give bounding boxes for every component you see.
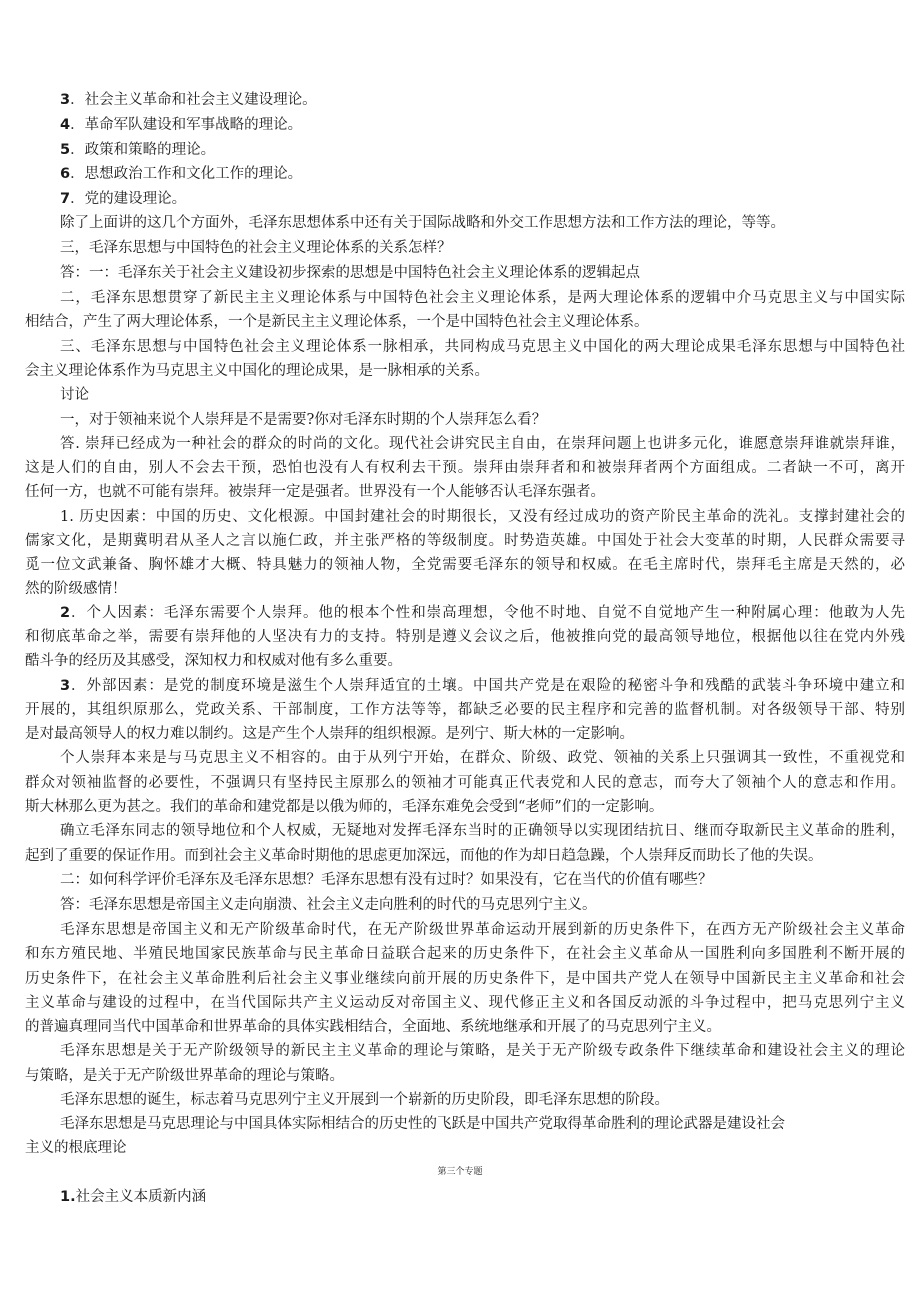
paragraph-line: 个人崇拜本来是与马克思主义不相容的。由于从列宁开始，在群众、阶级、政党、领袖的关系上只强调其一致性，不重视党和 (60, 750, 905, 766)
list-item-7 (60, 189, 186, 209)
list-number: 3 (60, 678, 71, 694)
paragraph-line: 毛泽东思想是帝国主义和无产阶级革命时代，在无产阶级世界革命运动开展到新的历史条件下，在西方无产阶级社会主义革命 (60, 922, 905, 938)
list-item-5 (60, 140, 215, 160)
paragraph-line: 与策略，是关于无产阶级世界革命的理论与策略。 (25, 1068, 344, 1084)
paragraph-line: 毛泽东思想是马克思理论与中国具体实际相结合的历史性的飞跃是中国共产党取得革命胜利的理论武器是建设社会 (60, 1116, 785, 1132)
paragraph-line: 斯大林那么更为甚之。我们的革命和建党都是以俄为师的，毛泽东难免会受到“老师”们的一定影响。 (25, 799, 664, 815)
list-item-6 (60, 164, 302, 184)
list-text: ．社会主义革命和社会主义建设理论。 (70, 92, 317, 108)
paragraph-line: 这是人们的自由，别人不会去干预，恐怕也没有人有权利去干预。崇拜由崇拜者和和被崇拜者两个方面组成。二者缺一不可，离开 (25, 460, 905, 476)
paragraph-line: 是对最高领导人的权力难以制约。这是产生个人崇拜的组织根源。是列宁、斯大林的一定影响。 (25, 726, 634, 742)
section-title: 第三个专题 (437, 1167, 483, 1177)
paragraph-line: 群众对领袖监督的必要性，不强调只有坚持民主原那么的领袖才可能真正代表党和人民的意志，而夸大了领袖个人的意志和作用。 (25, 775, 905, 791)
paragraph-line: 除了上面讲的这几个方面外，毛泽东思想体系中还有关于国际战略和外交工作思想方法和工作方法的理论，等等。 (60, 215, 785, 231)
final-item (60, 1187, 206, 1207)
list-text: ．个人因素：毛泽东需要个人崇拜。他的根本个性和崇高理想，令他不时地、自觉不自觉地产生一种附属心理：他敢为人先 (70, 605, 905, 621)
paragraph-line: 和东方殖民地、半殖民地国家民族革命与民主革命日益联合起来的历史条件下，在社会主义革命从一国胜利向多国胜利不断开展的 (25, 946, 905, 962)
list-number: 3 (60, 92, 71, 108)
list-text: 社会主义本质新内涵 (75, 1189, 207, 1205)
paragraph-line: 任何一方，也就不可能有崇拜。被崇拜一定是强者。世界没有一个人能够否认毛泽东强者。 (25, 484, 605, 500)
list-item-2 (60, 603, 905, 623)
paragraph-line: 和彻底革命之举，需要有崇拜他的人坚决有力的支持。特别是遵义会议之后，他被推向党的最高领导地位，根据他以往在党内外残 (25, 629, 905, 645)
paragraph-line: 会主义理论体系作为马克思主义中国化的理论成果，是一脉相承的关系。 (25, 363, 489, 379)
paragraph-line: 的普遍真理同当代中国革命和世界革命的具体实践相结合，全面地、系统地继承和开展了的马克思列宁主义。 (25, 1019, 721, 1035)
list-number: 4 (60, 117, 71, 133)
list-number: 6 (60, 166, 71, 182)
list-number: 2 (60, 605, 71, 621)
list-text: ．外部因素：是党的制度环境是滋生个人崇拜适宜的土壤。中国共产党是在艰险的秘密斗争和残酷的武装斗争环境中建立和 (70, 678, 905, 694)
list-item-4 (60, 115, 302, 135)
list-text: ．政策和策略的理论。 (70, 142, 216, 158)
paragraph-line: 毛泽东思想的诞生，标志着马克思列宁主义开展到一个崭新的历史阶段，即毛泽东思想的阶段。 (60, 1092, 669, 1108)
paragraph-line: 三、毛泽东思想与中国特色社会主义理论体系一脉相承，共同构成马克思主义中国化的两大理论成果毛泽东思想与中国特色社 (60, 339, 905, 355)
list-item-3b (60, 676, 905, 696)
question-heading: 三，毛泽东思想与中国特色的社会主义理论体系的关系怎样？ (60, 240, 452, 256)
section-heading: 讨论 (60, 387, 89, 403)
list-item-3 (60, 90, 317, 110)
list-text: ．革命军队建设和军事战略的理论。 (70, 117, 303, 133)
paragraph-line: 答：一：毛泽东关于社会主义建设初步探索的思想是中国特色社会主义理论体系的逻辑起点 (60, 265, 640, 281)
paragraph-line: 答. 崇拜已经成为一种社会的群众的时尚的文化。现代社会讲究民主自由，在崇拜问题上也讲多元化，谁愿意崇拜谁就崇拜谁， (60, 436, 905, 452)
paragraph-line: 觅一位文武兼备、胸怀雄才大概、特具魅力的领袖人物，全党需要毛泽东的领导和权威。在毛主席时代，崇拜毛主席是天然的，必 (25, 557, 905, 573)
list-number: 1. (60, 1189, 76, 1205)
paragraph-line: 儒家文化，是期冀明君从圣人之言以施仁政，并主张严格的等级制度。时势造英雄。中国处于社会大变革的时期，人民群众需要寻 (25, 533, 905, 549)
paragraph-line: 相结合，产生了两大理论体系，一个是新民主主义理论体系，一个是中国特色社会主义理论体系。 (25, 314, 649, 330)
paragraph-line: 二，毛泽东思想贯穿了新民主主义理论体系与中国特色社会主义理论体系，是两大理论体系的逻辑中介马克思主义与中国实际 (60, 290, 905, 306)
paragraph-line: 主义的根底理论 (25, 1140, 127, 1156)
paragraph-line: 1. 历史因素：中国的历史、文化根源。中国封建社会的时期很长，又没有经过成功的资产阶民主革命的洗礼。支撑封建社会的 (60, 509, 905, 525)
list-text: ．思想政治工作和文化工作的理论。 (70, 166, 303, 182)
paragraph-line: 然的阶级感情！ (25, 581, 127, 597)
paragraph-line: 开展的，其组织原那么，党政关系、干部制度，工作方法等等，都缺乏必要的民主程序和完善的监督机制。对各级领导干部、特别 (25, 702, 905, 718)
paragraph-line: 答：毛泽东思想是帝国主义走向崩溃、社会主义走向胜利的时代的马克思列宁主义。 (60, 897, 597, 913)
paragraph-line: 历史条件下，在社会主义革命胜利后社会主义事业继续向前开展的历史条件下，是中国共产党人在领导中国新民主主义革命和社会 (25, 971, 905, 987)
paragraph-line: 起到了重要的保证作用。而到社会主义革命时期他的思虑更加深远，而他的作为却日趋急躁，个人崇拜反而助长了他的失误。 (25, 848, 823, 864)
paragraph-line: 主义革命与建设的过程中，在当代国际共产主义运动反对帝国主义、现代修正主义和各国反动派的斗争过程中，把马克思列宁主义 (25, 995, 905, 1011)
question-heading: 二：如何科学评价毛泽东及毛泽东思想？毛泽东思想有没有过时？如果没有，它在当代的价值有哪些？ (60, 872, 713, 888)
list-text: ．党的建设理论。 (70, 191, 187, 207)
question-heading: 一，对于领袖来说个人崇拜是不是需要?你对毛泽东时期的个人崇拜怎么看？ (60, 412, 547, 428)
list-number: 7 (60, 191, 71, 207)
paragraph-line: 确立毛泽东同志的领导地位和个人权威，无疑地对发挥毛泽东当时的正确领导以实现团结抗日、继而夺取新民主义革命的胜利， (60, 823, 905, 839)
paragraph-line: 毛泽东思想是关于无产阶级领导的新民主主义革命的理论与策略，是关于无产阶级专政条件下继续革命和建设社会主义的理论 (60, 1043, 905, 1059)
paragraph-line: 酷斗争的经历及其感受，深知权力和权威对他有多么重要。 (25, 653, 402, 669)
list-number: 5 (60, 142, 71, 158)
